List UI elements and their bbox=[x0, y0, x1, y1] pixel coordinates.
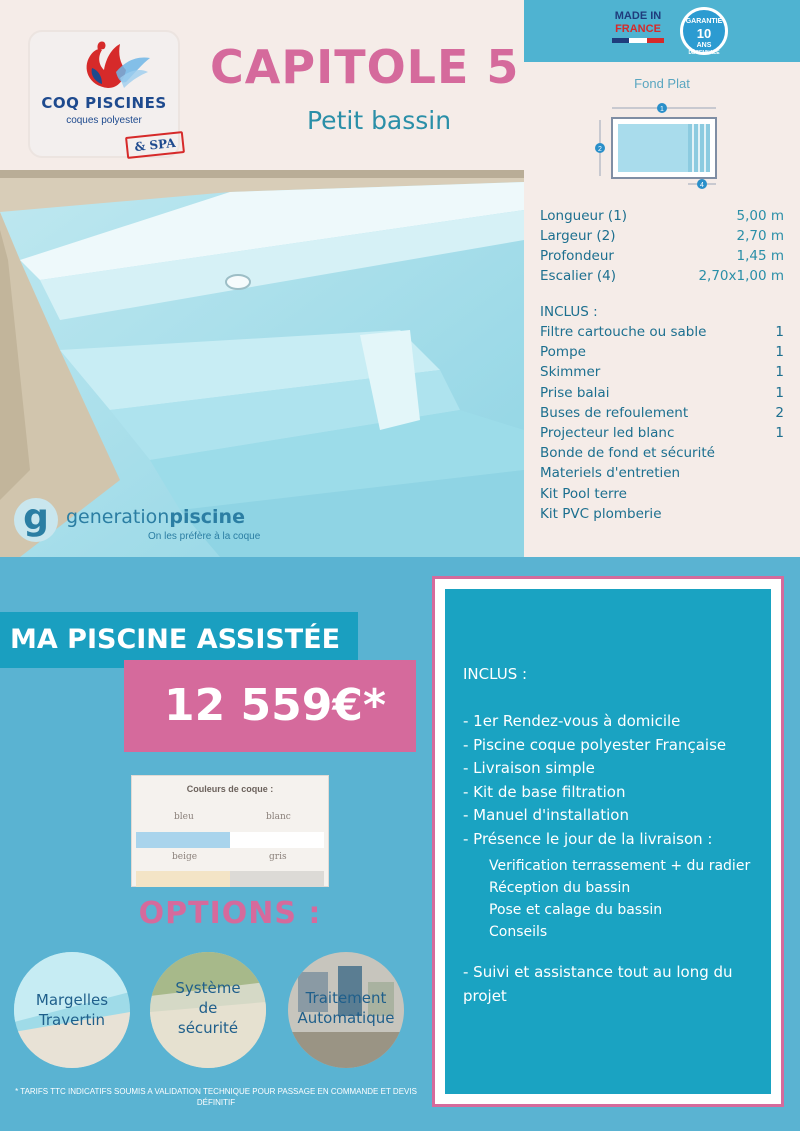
spec-value: 1,45 m bbox=[736, 248, 784, 264]
page-subtitle: Petit bassin bbox=[307, 106, 452, 135]
included-label: Kit PVC plomberie bbox=[540, 505, 662, 522]
swatch-label-gris: gris bbox=[269, 852, 287, 862]
diagram-marker-2: 2 bbox=[598, 146, 602, 153]
assisted-title: INCLUS : bbox=[463, 665, 528, 683]
included-label: Bonde de fond et sécurité bbox=[540, 445, 715, 462]
assisted-follow-up: - Suivi et assistance tout au long du projet bbox=[463, 963, 733, 1005]
spec-value: 5,00 m bbox=[736, 208, 784, 224]
included-label: Buses de refoulement bbox=[540, 404, 689, 421]
assisted-sub-item: Réception du bassin bbox=[489, 880, 631, 896]
diagram-marker-1: 1 bbox=[660, 106, 664, 113]
made-in-france-badge bbox=[612, 10, 664, 52]
made-in-line-1: MADE IN bbox=[614, 10, 662, 22]
included-qty: 1 bbox=[775, 384, 784, 401]
option-line: Margelles bbox=[35, 991, 109, 1009]
badge-band bbox=[524, 0, 800, 62]
included-item bbox=[540, 362, 784, 382]
option-line: de bbox=[198, 999, 218, 1017]
option-line: Travertin bbox=[38, 1011, 106, 1029]
swatch-gris bbox=[230, 871, 324, 887]
assisted-list bbox=[463, 710, 763, 851]
option-securite bbox=[150, 952, 266, 1068]
assisted-item: - Présence le jour de la livraison : bbox=[463, 829, 713, 848]
assisted-sub-item: Verification terrassement + du radier bbox=[489, 858, 751, 874]
assisted-sub-item: Pose et calage du bassin bbox=[489, 902, 663, 918]
spec-label: Longueur (1) bbox=[540, 208, 628, 224]
assisted-sub-item: Conseils bbox=[489, 924, 548, 940]
included-label: Prise balai bbox=[540, 384, 610, 401]
included-label: Projecteur led blanc bbox=[540, 424, 675, 441]
assisted-panel bbox=[445, 589, 771, 1094]
spec-label: Largeur (2) bbox=[540, 228, 616, 244]
swatch-label-bleu: bleu bbox=[174, 812, 194, 822]
assisted-item: - 1er Rendez-vous à domicile bbox=[463, 712, 681, 730]
made-in-line-2: FRANCE bbox=[615, 23, 661, 35]
assisted-item: - Livraison simple bbox=[463, 759, 595, 777]
partner-name bbox=[66, 506, 245, 528]
included-title: INCLUS : bbox=[540, 304, 598, 320]
pool-diagram bbox=[592, 98, 722, 194]
included-item bbox=[540, 463, 784, 483]
french-flag-icon bbox=[612, 38, 664, 43]
option-traitement bbox=[288, 952, 404, 1068]
shell-colors-card bbox=[131, 775, 329, 887]
options-title: OPTIONS : bbox=[138, 896, 322, 931]
included-label: Filtre cartouche ou sable bbox=[540, 324, 707, 340]
included-item bbox=[540, 322, 784, 342]
included-item bbox=[540, 504, 784, 524]
option-margelles bbox=[14, 952, 130, 1068]
guarantee-unit: ANS bbox=[696, 42, 712, 49]
spec-table bbox=[540, 206, 784, 524]
included-item bbox=[540, 342, 784, 362]
partner-tagline: On les préfère à la coque bbox=[148, 531, 261, 542]
partner-name-bold: piscine bbox=[169, 506, 245, 528]
option-label bbox=[150, 978, 266, 1038]
assisted-item: - Piscine coque polyester Française bbox=[463, 735, 727, 754]
spec-row bbox=[540, 246, 784, 266]
partner-logo bbox=[14, 498, 274, 548]
included-label: Materiels d'entretien bbox=[540, 465, 681, 482]
included-qty: 1 bbox=[775, 364, 784, 381]
partner-name-light: generation bbox=[66, 506, 170, 528]
included-qty: 1 bbox=[775, 324, 784, 340]
offer-price: 12 559€* bbox=[124, 660, 416, 752]
guarantee-years: 10 bbox=[696, 26, 712, 41]
included-label: Pompe bbox=[540, 344, 586, 361]
guarantee-bottom: DÉCENNALE bbox=[688, 50, 720, 56]
spec-panel bbox=[524, 0, 800, 557]
included-item bbox=[540, 443, 784, 463]
brand-subtitle: coques polyester bbox=[66, 115, 142, 126]
included-qty: 1 bbox=[775, 344, 784, 361]
swatch-label-blanc: blanc bbox=[266, 812, 291, 822]
included-item bbox=[540, 403, 784, 423]
rooster-icon bbox=[68, 38, 152, 96]
top-section bbox=[0, 0, 800, 557]
assisted-frame bbox=[432, 576, 784, 1107]
spec-label: Escalier (4) bbox=[540, 268, 617, 284]
option-line: Traitement bbox=[305, 989, 387, 1007]
spec-row bbox=[540, 226, 784, 246]
brand-name: COQ PISCINES bbox=[41, 94, 167, 112]
included-item bbox=[540, 423, 784, 443]
included-item bbox=[540, 383, 784, 403]
diagram-marker-4: 4 bbox=[700, 182, 704, 189]
swatch-beige bbox=[136, 871, 230, 887]
swatch-bleu bbox=[136, 832, 230, 848]
brand-logo bbox=[28, 30, 180, 158]
spec-value: 2,70 m bbox=[736, 228, 784, 244]
page-title: CAPITOLE 5 bbox=[210, 40, 520, 94]
spec-value: 2,70x1,00 m bbox=[698, 268, 784, 284]
colors-title: Couleurs de coque : bbox=[186, 784, 274, 794]
diagram-label: Fond Plat bbox=[634, 76, 690, 91]
option-line: sécurité bbox=[177, 1019, 239, 1037]
guarantee-badge bbox=[680, 7, 728, 55]
option-label bbox=[288, 988, 404, 1028]
option-line: Automatique bbox=[297, 1009, 395, 1027]
spec-label: Profondeur bbox=[540, 248, 614, 264]
footnote: * TARIFS TTC INDICATIFS SOUMIS A VALIDATION TECHNIQUE POUR PASSAGE EN COMMANDE ET DEVIS DÉFINITIF bbox=[15, 1087, 417, 1107]
brand-spa-badge: & SPA bbox=[125, 131, 185, 159]
guarantee-top: GARANTIE bbox=[685, 18, 723, 25]
assisted-item: - Manuel d'installation bbox=[463, 806, 629, 824]
included-qty: 1 bbox=[775, 424, 784, 441]
offer-title: MA PISCINE ASSISTÉE bbox=[0, 612, 358, 668]
assisted-sub-list bbox=[489, 855, 759, 943]
swatch-label-beige: beige bbox=[172, 852, 198, 862]
option-label bbox=[14, 990, 130, 1030]
included-label: Kit Pool terre bbox=[540, 485, 627, 502]
swatch-blanc bbox=[230, 832, 324, 848]
option-line: Système bbox=[175, 979, 241, 997]
assisted-item: - Kit de base filtration bbox=[463, 782, 626, 801]
included-qty: 2 bbox=[775, 404, 784, 421]
included-item bbox=[540, 484, 784, 504]
spec-row bbox=[540, 206, 784, 226]
included-label: Skimmer bbox=[540, 364, 601, 381]
spec-row bbox=[540, 266, 784, 286]
partner-g-icon: g bbox=[14, 498, 58, 542]
